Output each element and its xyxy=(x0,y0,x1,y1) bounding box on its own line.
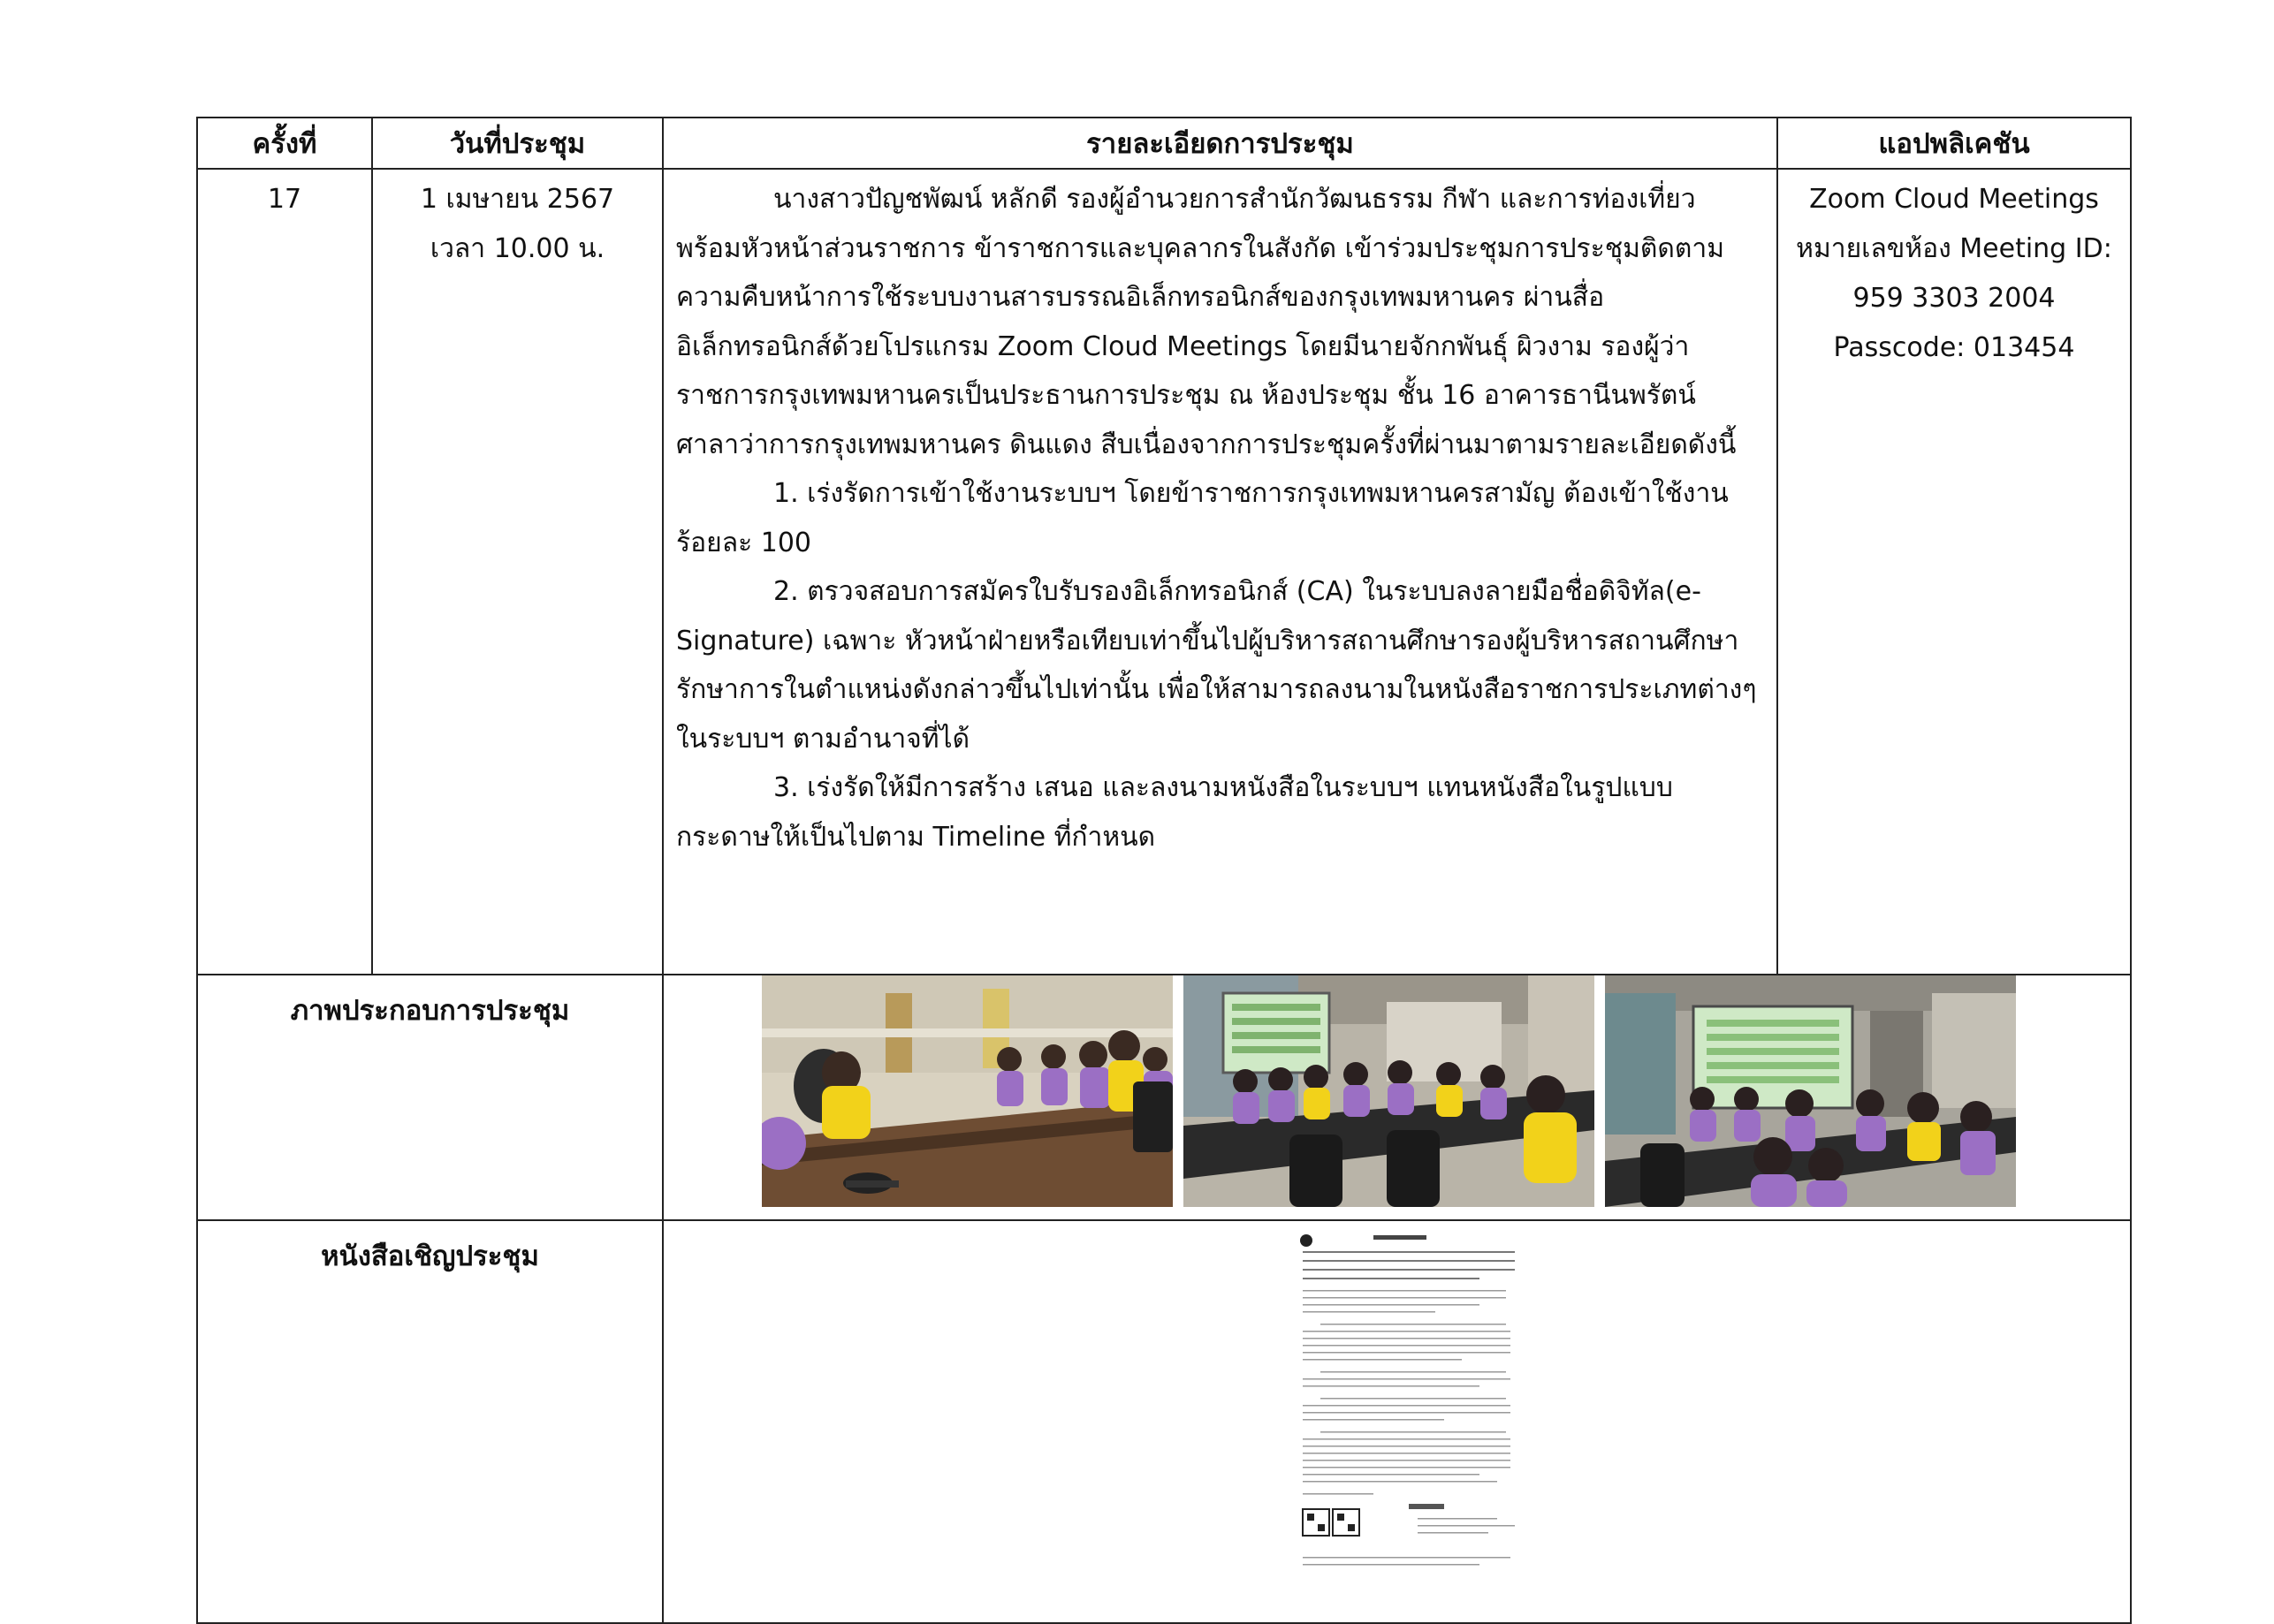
detail-line: รักษาการในตำแหน่งดังกล่าวขึ้นไปเท่านั้น เพื่อให้สามารถลงนามในหนังสือราชการประเภทต่างๆ xyxy=(676,674,1757,705)
detail-line: ราชการกรุงเทพมหานครเป็นประธานการประชุม ณ ห้องประชุม ชั้น 16 อาคารธานีนพรัตน์ xyxy=(676,380,1696,411)
detail-item-3: 3. เร่งรัดให้มีการสร้าง เสนอ และลงนามหนังสือในระบบฯ แทนหนังสือในรูปแบบ xyxy=(773,772,1673,803)
photos-label: ภาพประกอบการประชุม xyxy=(197,975,663,1220)
photos-cell xyxy=(663,975,2131,1220)
invitation-cell xyxy=(663,1220,2131,1623)
meeting-number-text: 17 xyxy=(267,184,302,215)
header-date: วันที่ประชุม xyxy=(372,118,663,169)
header-detail: รายละเอียดการประชุม xyxy=(663,118,1777,169)
meeting-record-table xyxy=(196,117,2132,1624)
detail-line: ศาลาว่าการกรุงเทพมหานคร ดินแดง สืบเนื่องจากการประชุมครั้งที่ผ่านมาตามรายละเอียดดังนี้ xyxy=(676,429,1737,460)
photos-row xyxy=(197,975,2131,1220)
invitation-row xyxy=(197,1220,2131,1623)
garuda-emblem-icon xyxy=(1300,1234,1312,1247)
detail-line: ร้อยละ 100 xyxy=(676,527,812,558)
invitation-label: หนังสือเชิญประชุม xyxy=(197,1220,663,1623)
header-application: แอปพลิเคชัน xyxy=(1777,118,2131,169)
app-name: Zoom Cloud Meetings xyxy=(1809,184,2099,215)
meeting-application xyxy=(1777,169,2131,975)
meeting-passcode: Passcode: 013454 xyxy=(1833,332,2075,363)
meeting-date-line: 1 เมษายน 2567 xyxy=(420,184,615,215)
detail-line: ความคืบหน้าการใช้ระบบงานสารบรรณอิเล็กทรอนิกส์ของกรุงเทพมหานคร ผ่านสื่อ xyxy=(676,282,1605,313)
detail-line: นางสาวปัญชพัฒน์ หลักดี รองผู้อำนวยการสำนักวัฒนธรรม กีฬา และการท่องเที่ยว xyxy=(773,184,1696,215)
meeting-detail xyxy=(663,169,1777,975)
meeting-id-value: 959 3303 2004 xyxy=(1852,283,2056,314)
detail-line: พร้อมหัวหน้าส่วนราชการ ข้าราชการและบุคลากรในสังกัด เข้าร่วมประชุมการประชุมติดตาม xyxy=(676,232,1724,264)
meeting-photo-1 xyxy=(762,975,1173,1207)
detail-line: ในระบบฯ ตามอำนาจที่ได้ xyxy=(676,723,970,755)
detail-item-1: 1. เร่งรัดการเข้าใช้งานระบบฯ โดยข้าราชการกรุงเทพมหานครสามัญ ต้องเข้าใช้งาน xyxy=(773,478,1729,509)
header-row xyxy=(197,118,2131,169)
detail-line: กระดาษให้เป็นไปตาม Timeline ที่กำหนด xyxy=(676,821,1156,853)
detail-line: อิเล็กทรอนิกส์ด้วยโปรแกรม Zoom Cloud Meetings โดยมีนายจักกพันธุ์ ผิวงาม รองผู้ว่า xyxy=(676,330,1690,362)
invitation-letter-image xyxy=(1294,1228,1522,1582)
header-number: ครั้งที่ xyxy=(197,118,372,169)
meeting-time-line: เวลา 10.00 น. xyxy=(430,233,605,264)
meeting-row xyxy=(197,169,2131,975)
meeting-photo-2 xyxy=(1183,975,1594,1207)
meeting-photo-3 xyxy=(1605,975,2016,1207)
meeting-date xyxy=(372,169,663,975)
detail-item-2: 2. ตรวจสอบการสมัครใบรับรองอิเล็กทรอนิกส์ (CA) ในระบบลงลายมือชื่อดิจิทัล(e- xyxy=(773,576,1701,607)
detail-line: Signature) เฉพาะ หัวหน้าฝ่ายหรือเทียบเท่าขึ้นไปผู้บริหารสถานศึกษารองผู้บริหารสถานศึกษา xyxy=(676,625,1739,656)
meeting-number xyxy=(197,169,372,975)
meeting-id-label: หมายเลขห้อง Meeting ID: xyxy=(1796,233,2112,264)
